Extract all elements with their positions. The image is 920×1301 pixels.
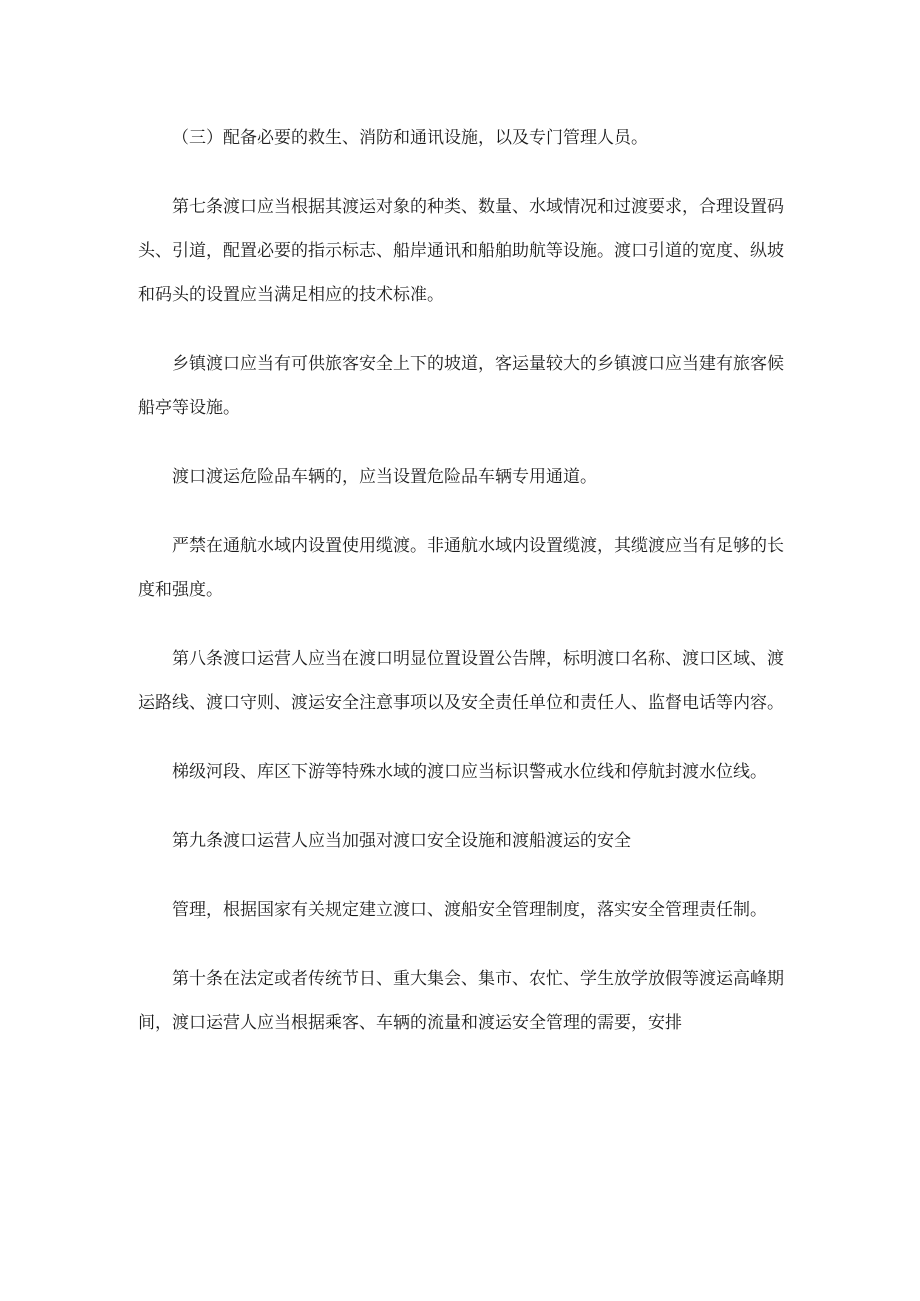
paragraph-article-10: 第十条在法定或者传统节日、重大集会、集市、农忙、学生放学放假等渡运高峰期间，渡口运营人应当根据乘客、车辆的流量和渡运安全管理的需要，安排 xyxy=(138,969,784,1033)
paragraph-hazardous-vehicles: 渡口渡运危险品车辆的，应当设置危险品车辆专用通道。 xyxy=(172,467,597,487)
paragraph-cable-ferry: 严禁在通航水域内设置使用缆渡。非通航水域内设置缆渡，其缆渡应当有足够的长度和强度。 xyxy=(138,536,784,600)
document-body xyxy=(138,116,784,1070)
paragraph-township-ferry: 乡镇渡口应当有可供旅客安全上下的坡道，客运量较大的乡镇渡口应当建有旅客候船亭等设施。 xyxy=(138,354,784,418)
paragraph-special-waters: 梯级河段、库区下游等特殊水域的渡口应当标识警戒水位线和停航封渡水位线。 xyxy=(172,762,767,782)
paragraph-article-9: 第九条渡口运营人应当加强对渡口安全设施和渡船渡运的安全 xyxy=(172,831,631,851)
paragraph-safety-management: 管理，根据国家有关规定建立渡口、渡船安全管理制度，落实安全管理责任制。 xyxy=(172,900,767,920)
paragraph-article-8: 第八条渡口运营人应当在渡口明显位置设置公告牌，标明渡口名称、渡口区域、渡运路线、渡口守则、渡运安全注意事项以及安全责任单位和责任人、监督电话等内容。 xyxy=(138,649,784,713)
paragraph-equipment: （三）配备必要的救生、消防和通讯设施，以及专门管理人员。 xyxy=(172,128,648,148)
paragraph-article-7: 第七条渡口应当根据其渡运对象的种类、数量、水域情况和过渡要求，合理设置码头、引道，配置必要的指示标志、船岸通讯和船舶助航等设施。渡口引道的宽度、纵坡和码头的设置应当满足相应的技术标准。 xyxy=(138,197,784,305)
